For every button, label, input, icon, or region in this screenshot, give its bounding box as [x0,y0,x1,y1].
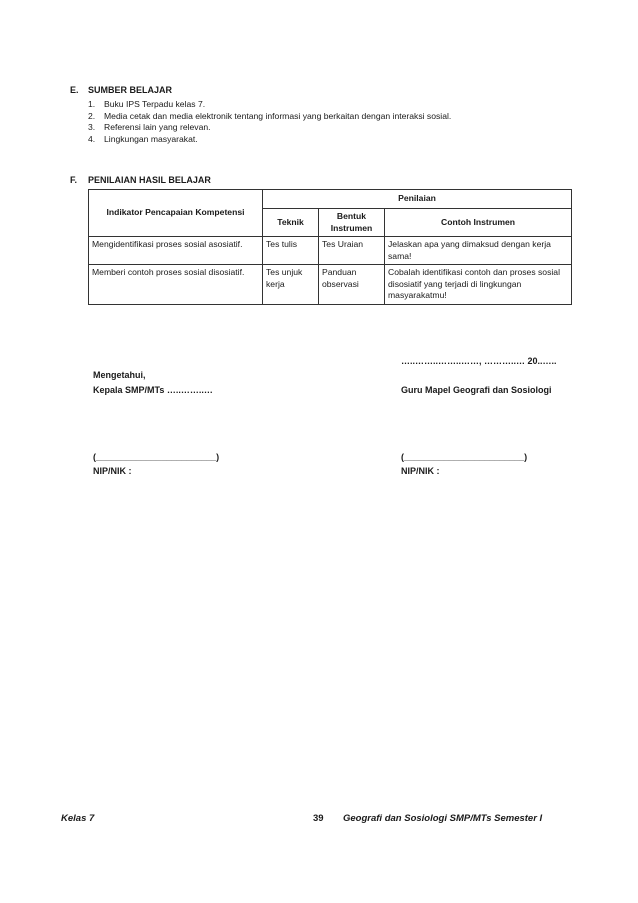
list-text: Media cetak dan media elektronik tentang informasi yang berkaitan dengan interaksi sosial. [104,110,452,121]
guru-mapel-label: Guru Mapel Geografi dan Sosiologi [401,385,552,395]
header-bentuk: Bentuk Instrumen [319,209,385,237]
section-f-title: PENILAIAN HASIL BELAJAR [88,175,211,185]
cell-bentuk: Panduan observasi [319,265,385,305]
place-date-line: …..……..……..……, ………..… 20..….. [401,356,557,366]
list-text: Referensi lain yang relevan. [104,122,211,132]
cell-teknik: Tes unjuk kerja [263,265,319,305]
section-e-heading [70,85,270,97]
page-number: 39 [313,813,324,824]
penilaian-table [88,189,572,305]
left-nip: NIP/NIK : [93,466,132,476]
section-e-title: SUMBER BELAJAR [88,85,173,95]
list-text: Buku IPS Terpadu kelas 7. [104,99,206,109]
header-contoh: Contoh Instrumen [385,209,572,237]
table-header-row [89,190,572,209]
section-e-letter: E. [70,85,79,95]
header-indikator: Indikator Pencapaian Kompetensi [89,190,263,237]
kepala-label: Kepala SMP/MTs …..……..… [93,385,213,395]
header-penilaian: Penilaian [263,190,572,209]
footer-left: Kelas 7 [61,813,95,824]
cell-indikator: Mengidentifikasi proses sosial asosiatif. [89,237,263,265]
list-number: 2. [88,110,96,121]
cell-contoh: Cobalah identifikasi contoh dan proses sosial disosiatif yang terjadi di lingkungan masyarakatmu! [385,265,572,305]
list-number: 4. [88,133,96,144]
cell-bentuk: Tes Uraian [319,237,385,265]
table-row [89,265,572,305]
list-number: 1. [88,99,96,109]
section-f-heading [70,175,310,187]
mengetahui-label: Mengetahui, [93,370,146,380]
cell-teknik: Tes tulis [263,237,319,265]
list-text: Lingkungan masyarakat. [104,133,198,144]
list-number: 3. [88,122,96,132]
section-f-letter: F. [70,175,78,185]
cell-contoh: Jelaskan apa yang dimaksud dengan kerja sama! [385,237,572,265]
footer-right: Geografi dan Sosiologi SMP/MTs Semester I [343,813,543,824]
cell-indikator: Memberi contoh proses sosial disosiatif. [89,265,263,305]
header-teknik: Teknik [263,209,319,237]
right-nip: NIP/NIK : [401,466,440,476]
left-name-line: (________________________) [93,452,220,462]
right-name-line: (________________________) [401,452,528,462]
table-row [89,237,572,265]
